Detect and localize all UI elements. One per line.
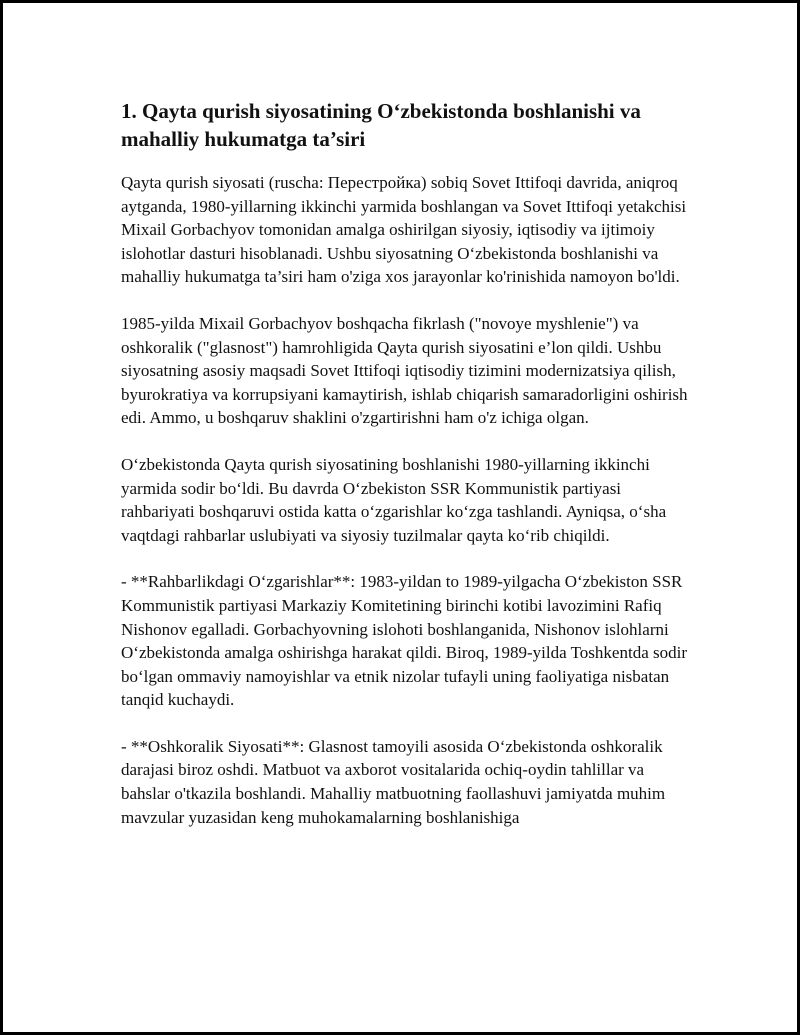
paragraph-uzbekistan-start: O‘zbekistonda Qayta qurish siyosatining boshlanishi 1980-yillarning ikkinchi yarmida sodir bo‘ldi. Bu davrda O‘zbekiston SSR Kommunistik partiyasi rahbariyati boshqaruvi ostida katta o‘zgarishlar ko‘zga tashlandi. Ayniqsa, o‘sha vaqtdagi rahbarlar uslubiyati va siyosiy tuzilmalar qayta ko‘rib chiqildi. <box>121 454 667 545</box>
paragraph-glasnost-policy: - **Oshkoralik Siyosati**: Glasnost tamoyili asosida O‘zbekistonda oshkoralik darajasi biroz oshdi. Matbuot va axborot vositalarida ochiq-oydin tahlillar va bahslar o'tkazila boshlandi. Mahalliy matbuotning faollashuvi jamiyatda muhim mavzular yuzasidan keng muhokamalarning boshlanishiga <box>121 736 666 827</box>
document-body <box>121 97 693 852</box>
paragraph-intro: Qayta qurish siyosati (ruscha: Перестройка) sobiq Sovet Ittifoqi davrida, aniqroq aytganda, 1980-yillarning ikkinchi yarmida boshlangan va Sovet Ittifoqi yetakchisi Mixail Gorbachyov tomonidan amalga oshirilgan siyosiy, iqtisodiy va ijtimoiy islohotlar dasturi hisoblanadi. Ushbu siyosatning O‘zbekistonda boshlanishi va mahalliy hukumatga ta’siri ham o'ziga xos jarayonlar ko'rinishida namoyon bo'ldi. <box>121 173 687 287</box>
paragraph-1985: 1985-yilda Mixail Gorbachyov boshqacha fikrlash ("novoye myshlenie") va oshkoralik ("glasnost") hamrohligida Qayta qurish siyosatini e’lon qildi. Ushbu siyosatning asosiy maqsadi Sovet Ittifoqi iqtisodiy tizimini modernizatsiya qilish, byurokratiya va korrupsiyani kamaytirish, ishlab chiqarish samaradorligini oshirish edi. Ammo, u boshqaruv shaklini o'zgartirishni ham o'z ichiga olgan. <box>121 313 688 428</box>
section-heading: 1. Qayta qurish siyosatining O‘zbekistonda boshlanishi va mahalliy hukumatga ta’siri <box>121 99 641 151</box>
paragraph-leadership-changes: - **Rahbarlikdagi O‘zgarishlar**: 1983-yildan to 1989-yilgacha O‘zbekiston SSR Kommunistik partiyasi Markaziy Komitetining birinchi kotibi lavozimini Rafiq Nishonov egalladi. Gorbachyovning islohoti boshlanganida, Nishonov islohlarni O‘zbekistonda amalga oshirishga harakat qildi. Biroq, 1989-yilda Toshkentda sodir bo‘lgan ommaviy namoyishlar va etnik nizolar tufayli uning faoliyatiga nisbatan tanqid kuchaydi. <box>121 572 687 710</box>
